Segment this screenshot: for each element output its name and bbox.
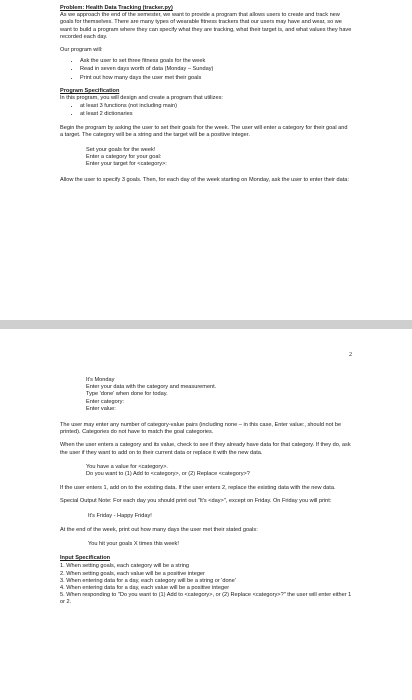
prompt-line: Enter category: xyxy=(86,398,124,405)
page-separator xyxy=(0,320,412,329)
list-item: • Ask the user to set three fitness goals for the week xyxy=(80,58,352,65)
prompt-line: Set your goals for the week! xyxy=(86,147,156,154)
spec-intro: In this program, you will design and create a program that utilizes: xyxy=(60,95,223,102)
prompt-line: You have a value for <category>. xyxy=(86,463,168,470)
list-item: 1. When setting goals, each category will be a string xyxy=(60,563,190,570)
input-specification-heading: Input Specification xyxy=(60,555,111,562)
list-item: • Print out how many days the user met their goals xyxy=(80,75,352,82)
spec-list xyxy=(60,103,352,118)
have-value-example xyxy=(60,464,352,478)
prompt-line: Type 'done' when done for today. xyxy=(86,391,168,398)
list-item: 5. When responding to "Do you want to (1) Add to <category>, or (2) Replace <category>?" the user will enter either 1 or 2. xyxy=(60,592,352,606)
begin-paragraph: Begin the program by asking the user to set their goals for the week. The user will enter a category for their goal and a target. The category will be a string and the target will be a positive integer. xyxy=(60,124,348,138)
hit-goals-example: You hit your goals X times this week! xyxy=(88,541,179,548)
prompt-line: Enter value: xyxy=(86,405,116,412)
prompt-line: Enter your data with the category and measurement. xyxy=(86,384,217,391)
prompt-line: It's Monday xyxy=(86,377,115,383)
list-item: • at least 3 functions (not including main) xyxy=(80,103,352,110)
program-will-label: Our program will: xyxy=(60,47,103,54)
program-will-list xyxy=(60,58,352,82)
list-item: • at least 2 dictionaries xyxy=(80,111,352,118)
document-page-2 xyxy=(0,345,412,700)
end-week-paragraph: At the end of the week, print out how many days the user met their stated goals: xyxy=(60,526,258,533)
list-item: • Read in seven days worth of data (Monday – Sunday) xyxy=(80,66,352,73)
goal-prompt-example xyxy=(60,147,352,169)
list-item: 4. When entering data for a day, each value will be a positive integer xyxy=(60,585,230,592)
program-specification-heading: Program Specification xyxy=(60,87,120,94)
when-enters-paragraph: When the user enters a category and its value, check to see if they already have data for that category. If they do, ask the user if they want to add on to their current data or replace it with the new data. xyxy=(60,442,351,456)
document-title: Problem: Health Data Tracking (tracker.py) xyxy=(60,5,173,11)
list-item: 3. When entering data for a day, each category will be a string or 'done' xyxy=(60,577,236,584)
allow-paragraph: Allow the user to specify 3 goals. Then, for each day of the week starting on Monday, ask the user to enter their data: xyxy=(60,176,349,183)
special-output-paragraph: Special Output Note: For each day you should print out "It's <day>", except on Friday. On Friday you will print: xyxy=(60,498,332,505)
page-number: 2 xyxy=(349,352,352,358)
input-spec-list xyxy=(60,563,352,606)
prompt-line: Do you want to (1) Add to <category>, or (2) Replace <category>? xyxy=(86,471,250,478)
prompt-line: Enter your target for <category>: xyxy=(86,161,167,168)
list-item: 2. When setting goals, each value will be a positive integer xyxy=(60,570,205,577)
any-number-paragraph: The user may enter any number of category-value pairs (including none – in this case, Enter value:, should not be printed). Categories do not have to match the goal categories. xyxy=(60,422,342,436)
if-enters-paragraph: If the user enters 1, add on to the existing data. If the user enters 2, replace the existing data with the new data. xyxy=(60,485,336,492)
intro-paragraph: As we approach the end of the semester, we want to provide a program that allows users to create and track new goals for themselves. There are many types of wearable fitness trackers that our users may have and wear, so we want to build a program where they can specify what they are tracking, what their target is, and what values they have recorded each day. xyxy=(60,12,352,40)
prompt-line: Enter a category for your goal: xyxy=(86,154,162,161)
friday-example: It's Friday - Happy Friday! xyxy=(88,512,152,519)
monday-prompt-example xyxy=(60,377,352,413)
document-page-1 xyxy=(0,0,412,317)
